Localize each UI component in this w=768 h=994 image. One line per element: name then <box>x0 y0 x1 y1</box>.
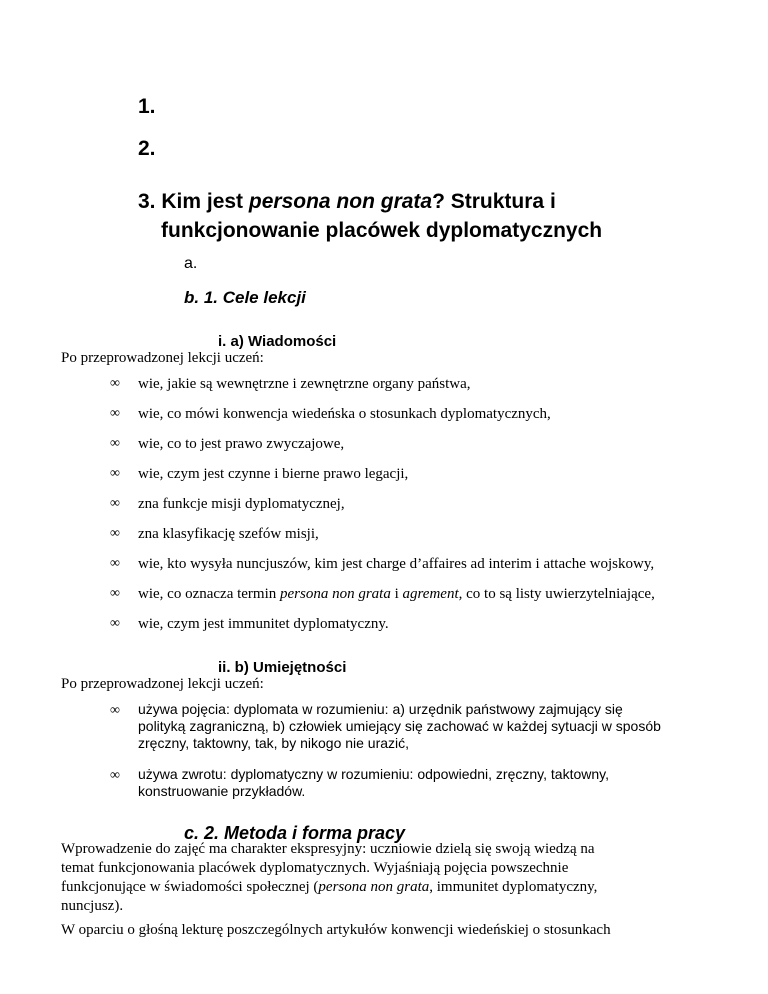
heading-1: 1. <box>138 95 156 118</box>
list-item: zna funkcje misji dyplomatycznej, <box>138 496 345 512</box>
bullet-icon: ∞ <box>110 768 120 783</box>
bullet-icon: ∞ <box>110 616 120 631</box>
list-item: zna klasyfikację szefów misji, <box>138 526 319 542</box>
paragraph-line: nuncjusz). <box>61 898 124 914</box>
metoda-paragraph-2: W oparciu o głośną lekturę poszczególnych artykułów konwencji wiedeńskiej o stosunkach <box>61 922 611 938</box>
list-item: wie, co mówi konwencja wiedeńska o stosunkach dyplomatycznych, <box>138 406 551 422</box>
heading-3-number: 3. <box>138 190 156 213</box>
heading-a: a. <box>184 255 198 272</box>
list-item: wie, co to jest prawo zwyczajowe, <box>138 436 345 452</box>
list-item: wie, czym jest czynne i bierne prawo legacji, <box>138 466 409 482</box>
heading-3-post: ? Struktura i <box>432 190 556 213</box>
bullet-icon: ∞ <box>110 703 120 718</box>
list-item: wie, kto wysyła nuncjuszów, kim jest charge d’affaires ad interim i attache wojskowy, <box>138 556 655 572</box>
list-item-line: używa zwrotu: dyplomatyczny w rozumieniu: odpowiedni, zręczny, taktowny, <box>138 766 610 782</box>
bullet-icon: ∞ <box>110 496 120 511</box>
paragraph-text: , immunitet dyplomatyczny, <box>429 879 598 895</box>
bullet-icon: ∞ <box>110 466 120 481</box>
heading-ii-umiejetnosci: ii. b) Umiejętności <box>218 659 347 676</box>
bullet-icon: ∞ <box>110 406 120 421</box>
bullet-icon: ∞ <box>110 376 120 391</box>
heading-2: 2. <box>138 137 156 160</box>
list-item: wie, jakie są wewnętrzne i zewnętrzne organy państwa, <box>138 376 471 392</box>
list-item-text: co to są listy uwierzytelniające, <box>462 586 655 602</box>
term-persona-non-grata: persona non grata <box>318 879 430 895</box>
paragraph-line: temat funkcjonowania placówek dyplomatycznych. Wyjaśniają pojęcia powszechnie <box>61 860 569 876</box>
list-item-text: wie, co oznacza termin <box>138 586 281 602</box>
term-persona-non-grata: persona non grata <box>280 586 391 602</box>
list-item-line: używa pojęcia: dyplomata w rozumieniu: a) urzędnik państwowy zajmujący się <box>138 701 623 717</box>
list-item <box>138 701 661 752</box>
list-item-line: zręczny, taktowny, tak, by nikogo nie urazić, <box>138 735 410 751</box>
heading-3-line2: funkcjonowanie placówek dyplomatycznych <box>161 219 603 242</box>
list-item <box>138 585 655 604</box>
list-item-text: i <box>390 586 403 602</box>
heading-c-metoda: c. 2. Metoda i forma pracy <box>184 823 406 843</box>
heading-3 <box>138 187 556 216</box>
list-item-line: polityką zagraniczną, b) człowiek umiejący się zachować w każdej sytuacji w sposób <box>138 718 661 734</box>
metoda-paragraph-1 <box>61 840 597 916</box>
bullet-icon: ∞ <box>110 556 120 571</box>
umiejetnosci-intro: Po przeprowadzonej lekcji uczeń: <box>61 676 264 692</box>
heading-3-emphasis: persona non grata <box>248 190 433 213</box>
heading-3-pre: Kim jest <box>161 190 249 213</box>
term-agrement: agrement, <box>402 586 463 602</box>
bullet-icon: ∞ <box>110 586 120 601</box>
heading-b-cele-lekcji: b. 1. Cele lekcji <box>184 288 306 307</box>
list-item <box>138 766 609 800</box>
paragraph-text: funkcjonujące w świadomości społecznej ( <box>61 879 319 895</box>
list-item-line: konstruowanie przykładów. <box>138 783 306 799</box>
paragraph-line: Wprowadzenie do zajęć ma charakter ekspresyjny: uczniowie dzielą się swoją wiedzą na <box>61 841 595 857</box>
heading-i-wiadomosci: i. a) Wiadomości <box>218 333 337 350</box>
bullet-icon: ∞ <box>110 436 120 451</box>
wiadomosci-intro: Po przeprowadzonej lekcji uczeń: <box>61 350 264 366</box>
list-item: wie, czym jest immunitet dyplomatyczny. <box>138 616 389 632</box>
paragraph-line <box>61 878 597 897</box>
bullet-icon: ∞ <box>110 526 120 541</box>
